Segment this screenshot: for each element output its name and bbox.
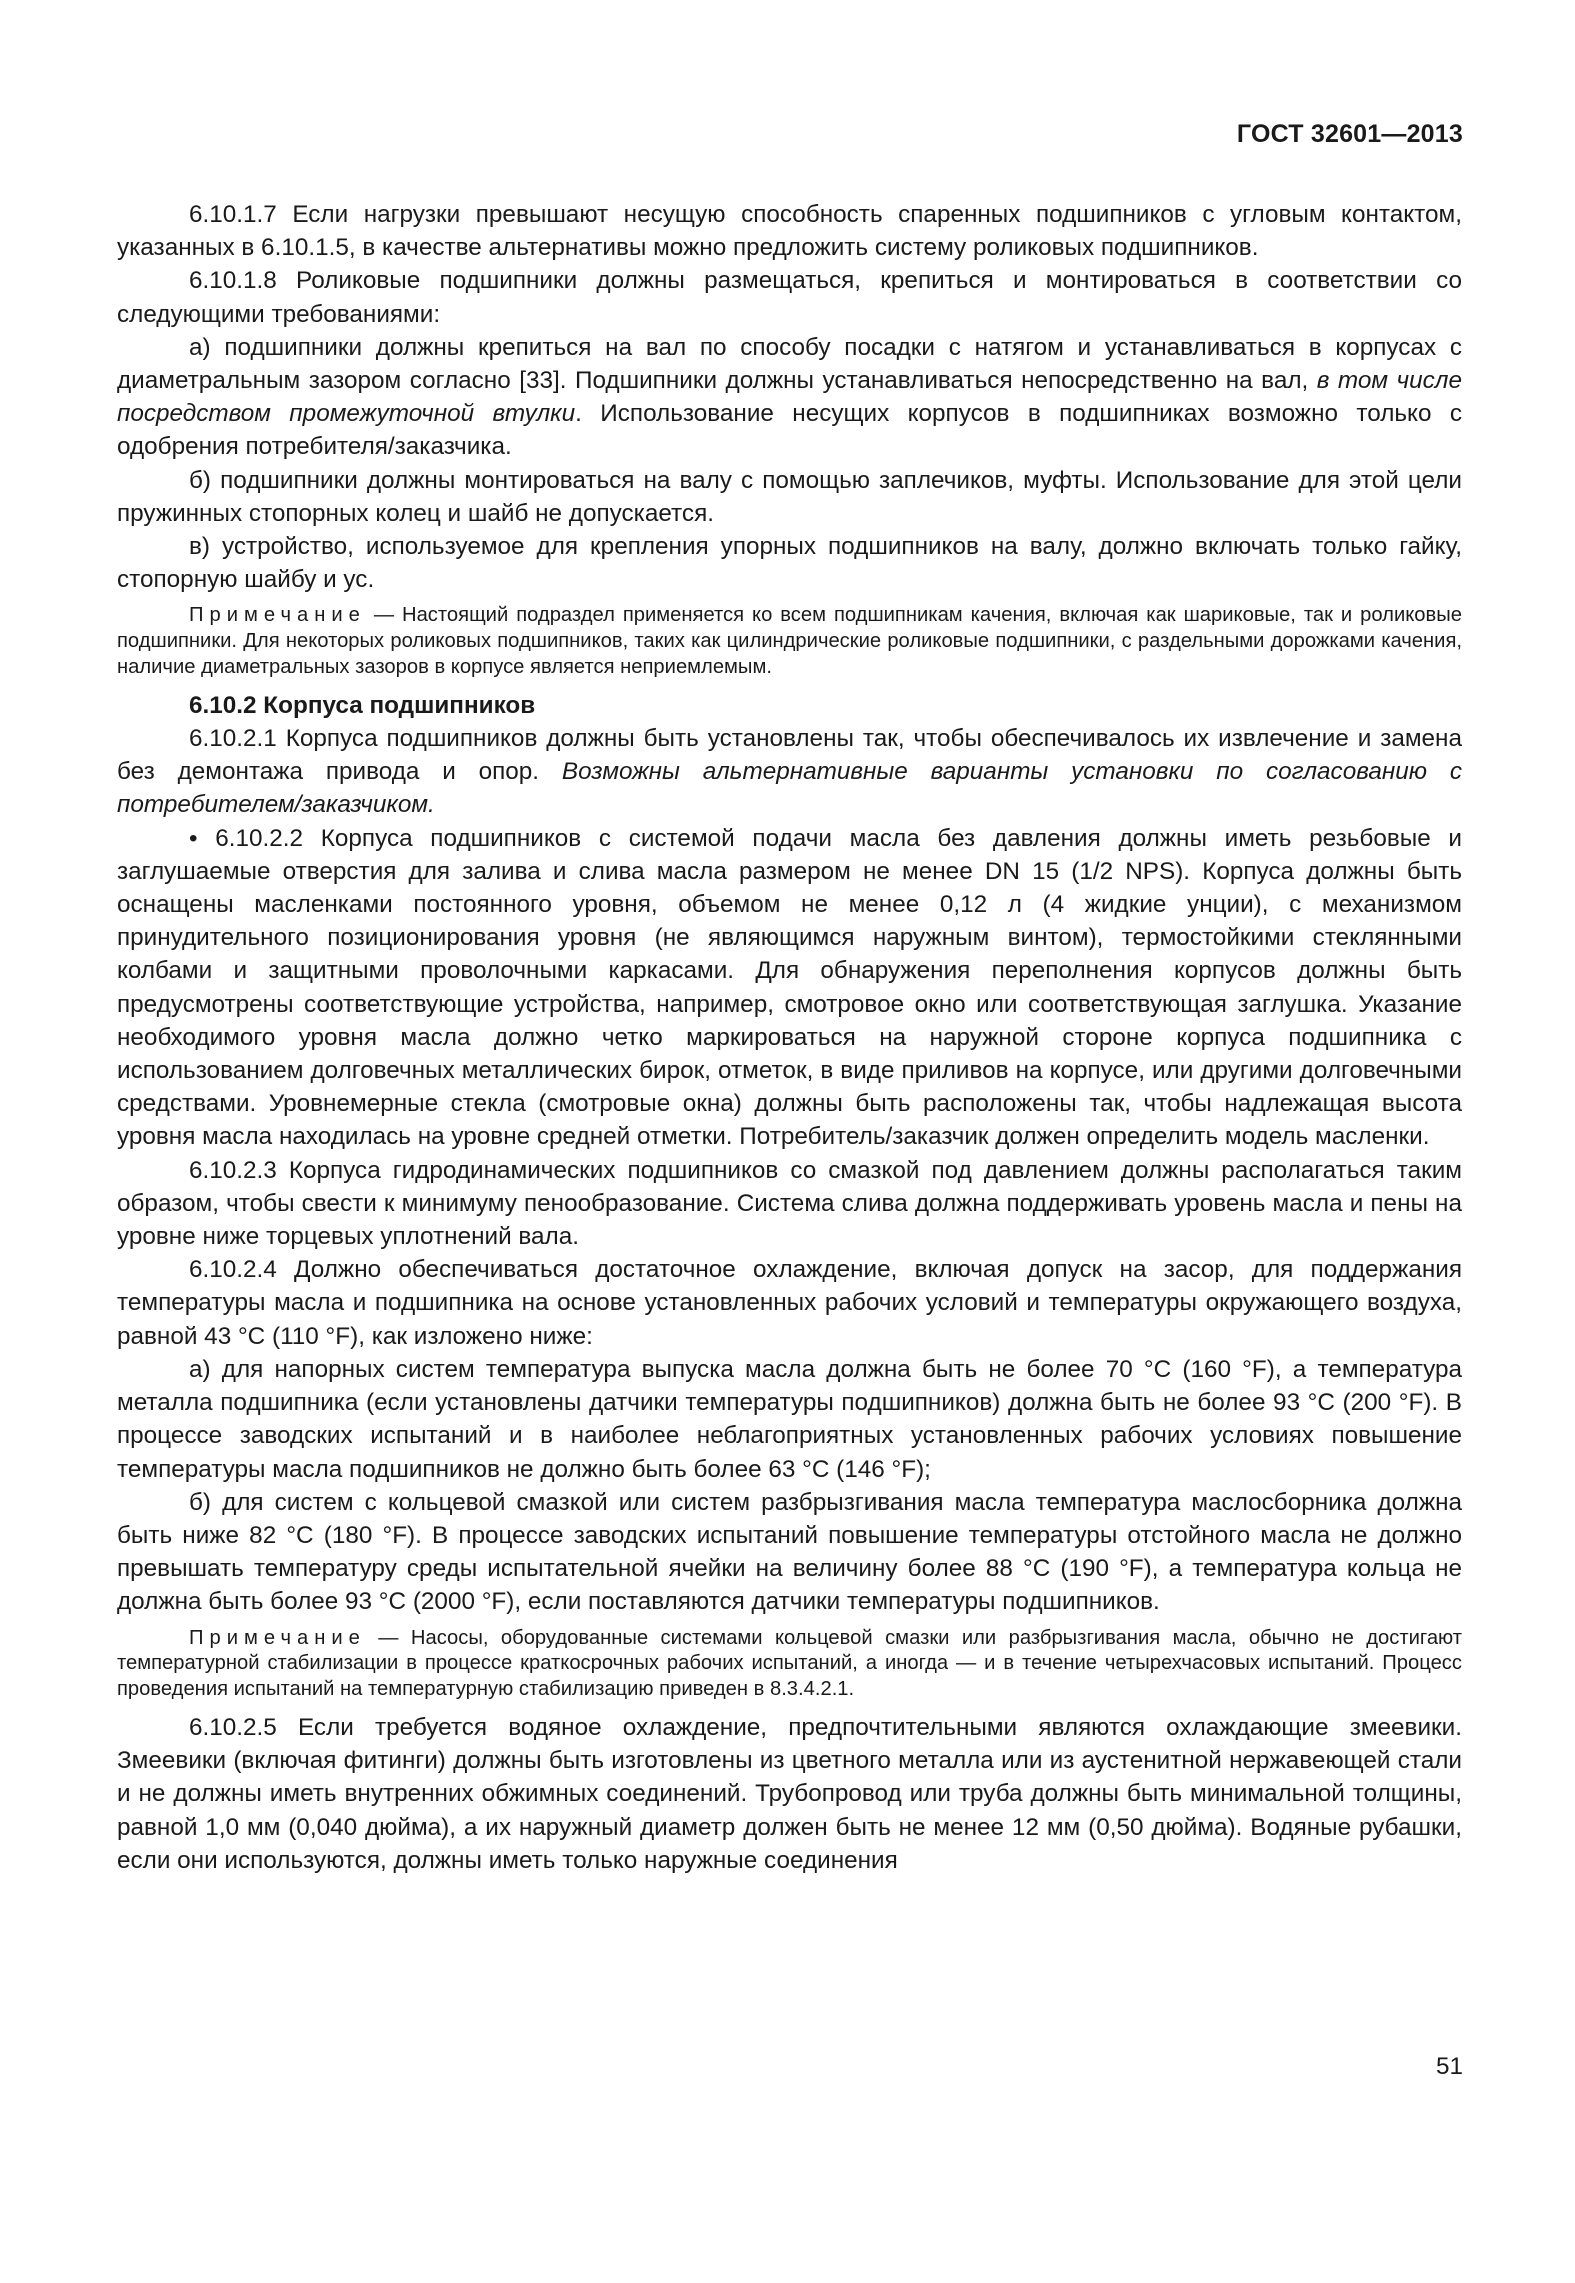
paragraph-item-b: б) подшипники должны монтироваться на валу с помощью заплечиков, муфты. Использование для этой цели пружинных стопорных колец и шайб не допускается. [117,466,1462,527]
paragraph-item-a [117,331,1462,464]
note-label: Примечание [189,604,366,627]
paragraph-item-b-2: б) для систем с кольцевой смазкой или систем разбрызгивания масла температура маслосборника должна быть ниже 82 °С (180 °F). В процессе заводских испытаний повышение температуры отстойного масла не должно превышать температуру среды испытательной ячейки на величину более 88 °С (190 °F), а температура кольца не должна быть более 93 °С (2000 °F), если поставляются датчики температуры подшипников. [117,1488,1462,1616]
note-text: — Насосы, оборудованные системами кольцевой смазки или разбрызгивания масла, обычно не достигают температурной стабилизации в процессе краткосрочных рабочих испытаний, а иногда — и в течение четырехчасовых испытаний. Процесс проведения испытаний на температурную стабилизацию приведен в 8.3.4.2.1. [117,1626,1462,1701]
paragraph-6-10-1-7: 6.10.1.7 Если нагрузки превышают несущую способность спаренных подшипников с угловым контактом, указанных в 6.10.1.5, в качестве альтернативы можно предложить систему роликовых подшипников. [117,201,1462,262]
document-id-header: ГОСТ 32601—2013 [1236,120,1463,148]
text-run: а) подшипники должны крепиться на вал по способу посадки с натягом и устанавливаться в корпусах с диаметральным зазором согласно [33]. Подшипники должны устанавливаться непосредственно на вал, [117,333,1462,395]
italic-text-run: Возможны альтернативные варианты установки по согласованию с потребителем/заказчиком. [117,758,1462,819]
paragraph-item-a-2: а) для напорных систем температура выпуска масла должна быть не более 70 °С (160 °F), а температура металла подшипника (если установлены датчики температуры подшипников) должна быть не более 93 °С (200 °F). В процессе заводских испытаний и в наиболее неблагоприятных установленных рабочих условиях повышение температуры масла подшипников не должно быть более 63 °С (146 °F); [117,1355,1462,1483]
page-number: 51 [1435,2053,1463,2080]
note-label: Примечание [189,1626,366,1649]
paragraph-6-10-1-8: 6.10.1.8 Роликовые подшипники должны размещаться, крепиться и монтироваться в соответствии со следующими требованиями: [117,267,1462,328]
document-body [117,198,1462,1877]
paragraph-item-c: в) устройство, используемое для крепления упорных подшипников на валу, должно включать только гайку, стопорную шайбу и ус. [117,533,1462,594]
paragraph-6-10-2-4: 6.10.2.4 Должно обеспечиваться достаточное охлаждение, включая допуск на засор, для поддержания температуры масла и подшипника на основе установленных рабочих условий и температуры окружающего воздуха, равной 43 °С (110 °F), как изложено ниже: [117,1256,1462,1350]
text-run: . Использование несущих корпусов в подшипниках возможно только с одобрения потребителя/заказчика. [117,400,1463,461]
note-2 [117,1626,1462,1703]
paragraph-6-10-2-1 [117,722,1462,822]
paragraph-6-10-2-2: • 6.10.2.2 Корпуса подшипников с системой подачи масла без давления должны иметь резьбовые и заглушаемые отверстия для залива и слива масла размером не менее DN 15 (1/2 NPS). Корпуса должны быть оснащены масленками постоянного уровня, объемом не менее 0,12 л (4 жидкие унции), с механизмом принудительного позиционирования уровня (не являющимся наружным винтом), термостойкими стеклянными колбами и защитными проволочными каркасами. Для обнаружения переполнения корпусов должны быть предусмотрены соответствующие устройства, например, смотровое окно или соответствующая заглушка. Указание необходимого уровня масла должно четко маркироваться на наружной стороне корпуса подшипника с использованием долговечных металлических бирок, отметок, в виде приливов на корпусе, или другими долговечными средствами. Уровнемерные стекла (смотровые окна) должны быть расположены так, чтобы надлежащая высота уровня масла находилась на уровне средней отметки. Потребитель/заказчик должен определить модель масленки. [117,824,1462,1151]
italic-text-run: в том числе посредством промежуточной втулки [117,367,1462,428]
note-text: — Настоящий подраздел применяется ко всем подшипникам качения, включая как шариковые, так и роликовые подшипники. Для некоторых роликовых подшипников, таких как цилиндрические роликовые подшипники, с раздельными дорожками качения, наличие диаметральных зазоров в корпусе является неприемлемым. [117,604,1462,679]
note-1 [117,603,1462,680]
text-run: 6.10.2.1 Корпуса подшипников должны быть установлены так, чтобы обеспечивалось их извлечение и замена без демонтажа привода и опор. [117,725,1462,786]
paragraph-6-10-2-3: 6.10.2.3 Корпуса гидродинамических подшипников со смазкой под давлением должны располагаться таким образом, чтобы свести к минимуму пенообразование. Система слива должна поддерживать уровень масла и пены на уровне ниже торцевых уплотнений вала. [117,1156,1462,1251]
section-heading: 6.10.2 Корпуса подшипников [189,691,536,719]
paragraph-6-10-2-5: 6.10.2.5 Если требуется водяное охлаждение, предпочтительными являются охлаждающие змеевики. Змеевики (включая фитинги) должны быть изготовлены из цветного металла или из аустенитной нержавеющей стали и не должны иметь внутренних обжимных соединений. Трубопровод или труба должны быть минимальной толщины, равной 1,0 мм (0,040 дюйма), а их наружный диаметр должен быть не менее 12 мм (0,50 дюйма). Водяные рубашки, если они используются, должны иметь только наружные соединения [117,1713,1462,1874]
